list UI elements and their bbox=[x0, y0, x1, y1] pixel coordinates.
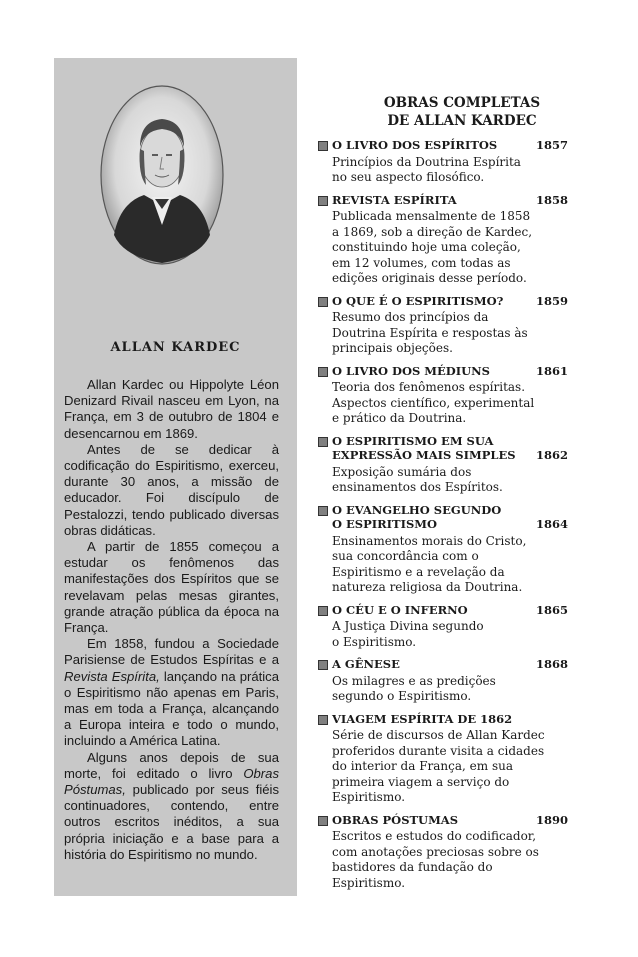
obras-postumas-mention: Obras Póstumas, bbox=[64, 765, 279, 798]
work-entry bbox=[318, 434, 568, 496]
work-entry bbox=[318, 503, 568, 596]
square-bullet-icon bbox=[318, 437, 328, 447]
bio-paragraph: Alguns anos depois de sua morte, foi editado o livro Obras Póstumas, publicado por seus fiéis continuadores, contendo, entre outros escritos inéditos, a sua própria iniciação e a base para a história do Espiritismo no mundo. bbox=[64, 749, 279, 862]
square-bullet-icon bbox=[318, 141, 328, 151]
work-description: Série de discursos de Allan Kardec proferidos durante visita a cidades do interior da França, em sua primeira viagem a serviço do Espiritismo. bbox=[332, 728, 545, 804]
work-description: Exposição sumária dos ensinamentos dos Espíritos. bbox=[332, 464, 503, 494]
work-entry bbox=[318, 364, 568, 427]
work-year: 1865 bbox=[535, 602, 568, 617]
work-title: O LIVRO DOS ESPÍRITOS bbox=[332, 138, 498, 152]
author-biography bbox=[64, 377, 279, 863]
square-bullet-icon bbox=[318, 715, 328, 725]
author-name: ALLAN KARDEC bbox=[110, 340, 241, 355]
square-bullet-icon bbox=[318, 367, 328, 377]
work-description: Escritos e estudos do codificador, com anotações preciosas sobre os bastidores da fundação do Espiritismo. bbox=[332, 829, 539, 890]
work-year: 1858 bbox=[535, 192, 568, 207]
work-description: Publicada mensalmente de 1858 a 1869, sob a direção de Kardec, constituindo hoje uma coleção, em 12 volumes, com todas as edições originais desse período. bbox=[332, 209, 533, 285]
work-description: Os milagres e as predições segundo o Espiritismo. bbox=[332, 673, 496, 703]
square-bullet-icon bbox=[318, 606, 328, 616]
works-list bbox=[318, 94, 568, 898]
work-title: O EVANGELHO SEGUNDO O ESPIRITISMO bbox=[332, 502, 502, 531]
work-entry bbox=[318, 813, 568, 892]
work-entry bbox=[318, 657, 568, 705]
work-description: Teoria dos fenômenos espíritas. Aspectos científico, experimental e prático da Doutrina. bbox=[332, 380, 535, 425]
square-bullet-icon bbox=[318, 297, 328, 307]
works-heading: OBRAS COMPLETAS DE ALLAN KARDEC bbox=[383, 95, 541, 129]
work-year: 1862 bbox=[535, 448, 568, 462]
work-description: Ensinamentos morais do Cristo, sua concordância com o Espiritismo e a revelação da natureza religiosa da Doutrina. bbox=[332, 533, 527, 594]
work-title: O QUE É O ESPIRITISMO? bbox=[332, 293, 504, 308]
work-year: 1864 bbox=[535, 517, 568, 531]
bio-paragraph: Em 1858, fundou a Sociedade Parisiense de Estudos Espíritas e a Revista Espírita, lançando na prática o Espiritismo não apenas em Paris, mas em toda a França, alcançando a Europa inteira e todo o mundo, incluindo a América Latina. bbox=[64, 636, 279, 749]
square-bullet-icon bbox=[318, 196, 328, 206]
work-description: Princípios da Doutrina Espírita no seu aspecto filosófico. bbox=[332, 154, 521, 184]
work-description: Resumo dos princípios da Doutrina Espírita e respostas às principais objeções. bbox=[332, 310, 528, 355]
work-title: O ESPIRITISMO EM SUA EXPRESSÃO MAIS SIMPLES bbox=[332, 433, 516, 462]
work-entry bbox=[318, 603, 568, 651]
work-title: A GÊNESE bbox=[332, 657, 400, 671]
revista-espirita-mention: Revista Espírita, bbox=[64, 668, 160, 684]
work-year: 1859 bbox=[535, 293, 568, 308]
square-bullet-icon bbox=[318, 506, 328, 516]
work-title: REVISTA ESPÍRITA bbox=[332, 192, 457, 207]
square-bullet-icon bbox=[318, 660, 328, 670]
work-entry bbox=[318, 294, 568, 357]
bio-paragraph: Antes de se dedicar à codificação do Espiritismo, exerceu, durante 30 anos, a missão de educador. Foi discípulo de Pestalozzi, tendo publicado diversas obras didáticas. bbox=[64, 441, 279, 538]
work-entry bbox=[318, 193, 568, 287]
work-title: VIAGEM ESPÍRITA DE 1862 bbox=[332, 711, 513, 726]
work-year: 1861 bbox=[535, 363, 568, 378]
bio-paragraph: Allan Kardec ou Hippolyte Léon Denizard Rivail nasceu em Lyon, na França, em 3 de outubro de 1804 e desencarnou em 1869. bbox=[64, 377, 279, 441]
work-description: A Justiça Divina segundo o Espiritismo. bbox=[332, 619, 484, 649]
work-entry bbox=[318, 138, 568, 186]
work-year: 1890 bbox=[535, 812, 568, 827]
work-year: 1868 bbox=[535, 657, 568, 671]
author-portrait bbox=[100, 85, 224, 265]
work-year: 1857 bbox=[535, 138, 568, 152]
square-bullet-icon bbox=[318, 816, 328, 826]
work-title: O LIVRO DOS MÉDIUNS bbox=[332, 363, 490, 378]
work-title: OBRAS PÓSTUMAS bbox=[332, 812, 459, 827]
work-entry bbox=[318, 712, 568, 806]
bio-paragraph: A partir de 1855 começou a estudar os fenômenos das manifestações dos Espíritos que se revelavam pelas mesas girantes, grande atração pública da época na França. bbox=[64, 539, 279, 636]
work-title: O CÉU E O INFERNO bbox=[332, 602, 468, 617]
